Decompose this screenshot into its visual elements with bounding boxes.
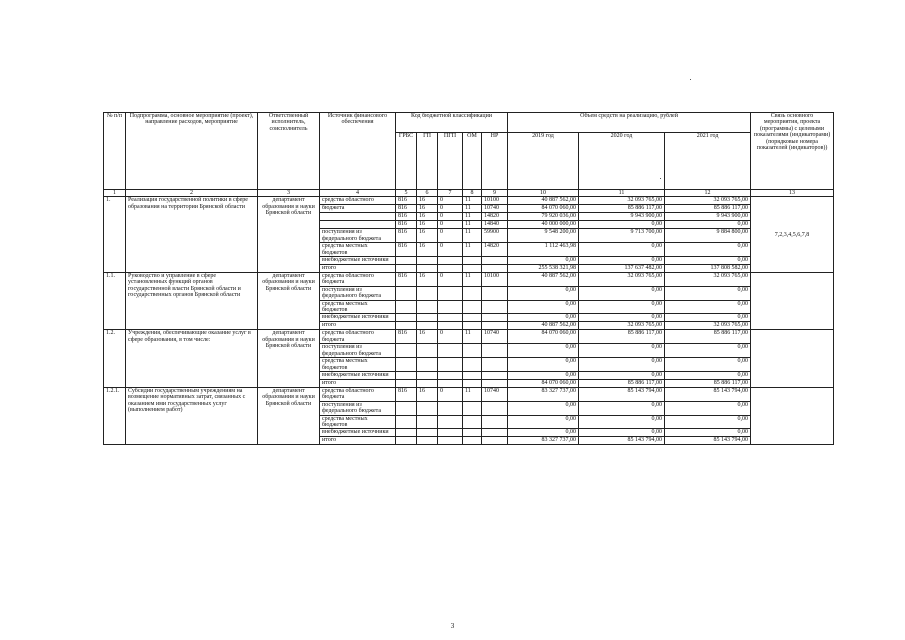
budget-code xyxy=(482,358,508,372)
amount: 0,00 xyxy=(508,401,579,415)
budget-code xyxy=(438,314,463,322)
budget-code xyxy=(463,257,482,265)
amount: 0,00 xyxy=(665,401,751,415)
budget-code: 0 xyxy=(438,197,463,205)
amount: 85 886 117,00 xyxy=(665,205,751,213)
total-amount: 137 637 482,00 xyxy=(579,265,665,273)
amount: 0,00 xyxy=(665,358,751,372)
empty-code xyxy=(396,265,417,273)
header-year-2019: 2019 год xyxy=(508,133,579,190)
budget-code xyxy=(463,286,482,300)
amount: 32 093 765,00 xyxy=(665,273,751,287)
funding-source: внебюджетные источники xyxy=(320,429,396,437)
funding-source: средства местных бюджетов xyxy=(320,415,396,429)
budget-code xyxy=(482,371,508,379)
budget-code: 16 xyxy=(417,243,438,257)
amount: 0,00 xyxy=(508,371,579,379)
column-numbers-row xyxy=(104,190,834,197)
budget-code xyxy=(463,371,482,379)
budget-code: 10740 xyxy=(482,387,508,401)
total-amount: 40 887 562,00 xyxy=(508,322,579,330)
budget-code xyxy=(463,401,482,415)
amount: 0,00 xyxy=(665,243,751,257)
funding-source: бюджета xyxy=(320,205,396,213)
total-amount: 85 886 117,00 xyxy=(579,379,665,387)
total-amount: 137 808 582,00 xyxy=(665,265,751,273)
amount: 0,00 xyxy=(579,429,665,437)
program-title: Учреждения, обеспечивающие оказание услуг в сфере образования, в том числе: xyxy=(126,330,258,387)
budget-code: 10740 xyxy=(482,205,508,213)
amount: 0,00 xyxy=(579,243,665,257)
amount: 85 886 117,00 xyxy=(579,330,665,344)
amount: 0,00 xyxy=(508,314,579,322)
empty-code xyxy=(417,437,438,445)
budget-code: 16 xyxy=(417,273,438,287)
amount: 84 070 060,00 xyxy=(508,330,579,344)
budget-code xyxy=(482,286,508,300)
budget-code: 0 xyxy=(438,229,463,243)
budget-code: 14840 xyxy=(482,221,508,229)
empty-code xyxy=(482,437,508,445)
table-row xyxy=(104,330,834,344)
budget-code xyxy=(396,314,417,322)
column-number: 11 xyxy=(579,190,665,197)
funding-source: средства местных бюджетов xyxy=(320,243,396,257)
budget-code xyxy=(396,286,417,300)
amount: 0,00 xyxy=(579,257,665,265)
budget-code xyxy=(396,401,417,415)
budget-code xyxy=(482,415,508,429)
column-number: 3 xyxy=(258,190,320,197)
budget-code xyxy=(417,371,438,379)
empty-code xyxy=(463,322,482,330)
column-number: 9 xyxy=(482,190,508,197)
amount: 9 943 900,00 xyxy=(579,213,665,221)
amount: 0,00 xyxy=(508,429,579,437)
budget-code: 816 xyxy=(396,387,417,401)
amount: 0,00 xyxy=(508,257,579,265)
column-number: 6 xyxy=(417,190,438,197)
column-number: 2 xyxy=(126,190,258,197)
funding-source xyxy=(320,213,396,221)
amount: 0,00 xyxy=(579,401,665,415)
budget-code xyxy=(438,401,463,415)
amount: 40 887 562,00 xyxy=(508,197,579,205)
empty-code xyxy=(463,437,482,445)
amount: 0,00 xyxy=(508,344,579,358)
budget-code: 0 xyxy=(438,205,463,213)
amount: 79 920 036,00 xyxy=(508,213,579,221)
budget-code xyxy=(396,257,417,265)
budget-code xyxy=(417,300,438,314)
empty-code xyxy=(417,379,438,387)
funding-source: внебюджетные источники xyxy=(320,371,396,379)
header-no: № п/п xyxy=(104,113,126,190)
amount: 0,00 xyxy=(665,314,751,322)
budget-code xyxy=(438,257,463,265)
budget-code xyxy=(463,314,482,322)
amount: 85 143 794,00 xyxy=(579,387,665,401)
budget-code xyxy=(463,415,482,429)
total-amount: 85 143 794,00 xyxy=(579,437,665,445)
budget-code: 16 xyxy=(417,229,438,243)
page-number: 3 xyxy=(450,622,455,630)
amount: 40 887 562,00 xyxy=(508,273,579,287)
empty-code xyxy=(482,265,508,273)
amount: 0,00 xyxy=(508,415,579,429)
amount: 32 093 765,00 xyxy=(579,273,665,287)
header-year-2021: 2021 год xyxy=(665,133,751,190)
funding-source: средства областного бюджета xyxy=(320,387,396,401)
amount: 0,00 xyxy=(508,358,579,372)
budget-code xyxy=(417,429,438,437)
total-label: итого xyxy=(320,322,396,330)
amount: 0,00 xyxy=(579,415,665,429)
budget-code xyxy=(482,401,508,415)
header-pgp: ПГП xyxy=(438,133,463,190)
amount: 0,00 xyxy=(508,300,579,314)
budget-code xyxy=(417,314,438,322)
amount: 0,00 xyxy=(579,221,665,229)
budget-code: 11 xyxy=(463,213,482,221)
budget-code xyxy=(482,429,508,437)
budget-code: 10740 xyxy=(482,330,508,344)
empty-code xyxy=(417,265,438,273)
header-nr: НР xyxy=(482,133,508,190)
amount: 0,00 xyxy=(579,371,665,379)
amount: 1 112 463,98 xyxy=(508,243,579,257)
budget-code xyxy=(438,286,463,300)
budget-code: 11 xyxy=(463,330,482,344)
budget-code: 14820 xyxy=(482,213,508,221)
budget-code xyxy=(417,286,438,300)
empty-code xyxy=(463,379,482,387)
table-row xyxy=(104,387,834,401)
table-body xyxy=(104,190,834,445)
budget-code xyxy=(396,358,417,372)
amount: 0,00 xyxy=(579,300,665,314)
amount: 0,00 xyxy=(665,300,751,314)
budget-code: 816 xyxy=(396,221,417,229)
amount: 32 093 765,00 xyxy=(665,197,751,205)
budget-code xyxy=(482,300,508,314)
budget-code xyxy=(417,401,438,415)
header-link: Связь основного мероприятия, проекта (программы) с целевыми показателями (индикаторами) (порядковые номера показателей (индикаторов)) xyxy=(751,113,834,190)
funding-source: поступления из федерального бюджета xyxy=(320,229,396,243)
empty-code xyxy=(463,265,482,273)
budget-code: 16 xyxy=(417,213,438,221)
amount: 9 884 800,00 xyxy=(665,229,751,243)
amount: 0,00 xyxy=(665,429,751,437)
total-amount: 32 093 765,00 xyxy=(579,322,665,330)
empty-code xyxy=(417,322,438,330)
budget-code: 816 xyxy=(396,213,417,221)
amount: 85 143 794,00 xyxy=(665,387,751,401)
header-om: ОМ xyxy=(463,133,482,190)
amount: 85 886 117,00 xyxy=(665,330,751,344)
budget-code xyxy=(438,358,463,372)
funding-source: внебюджетные источники xyxy=(320,314,396,322)
budget-code xyxy=(396,344,417,358)
amount: 9 943 900,00 xyxy=(665,213,751,221)
header-source: Источник финансового обеспечения xyxy=(320,113,396,190)
program-title: Субсидии государственным учреждениям на возмещение нормативных затрат, связанных с оказанием ими государственных услуг (выполнением работ) xyxy=(126,387,258,444)
table-row xyxy=(104,197,834,205)
budget-code: 10100 xyxy=(482,273,508,287)
funding-source: средства областного бюджета xyxy=(320,273,396,287)
budget-code: 11 xyxy=(463,273,482,287)
indicator-link xyxy=(751,273,834,330)
amount: 0,00 xyxy=(579,314,665,322)
column-number: 8 xyxy=(463,190,482,197)
indicator-link xyxy=(751,330,834,387)
amount: 83 327 737,00 xyxy=(508,387,579,401)
amount: 0,00 xyxy=(579,358,665,372)
budget-code: 16 xyxy=(417,197,438,205)
header-codes: Код бюджетной классификации xyxy=(396,113,508,133)
funding-source: поступления из федерального бюджета xyxy=(320,401,396,415)
amount: 0,00 xyxy=(665,344,751,358)
total-label: итого xyxy=(320,265,396,273)
budget-code xyxy=(417,358,438,372)
amount: 0,00 xyxy=(508,286,579,300)
funding-source: поступления из федерального бюджета xyxy=(320,344,396,358)
column-number: 12 xyxy=(665,190,751,197)
amount: 0,00 xyxy=(579,344,665,358)
row-number: 1.2.1. xyxy=(104,387,126,444)
budget-code xyxy=(438,429,463,437)
row-number: 1.2. xyxy=(104,330,126,387)
budget-code: 0 xyxy=(438,243,463,257)
total-amount: 83 327 737,00 xyxy=(508,437,579,445)
executor: департамент образования и науки Брянской области xyxy=(258,330,320,387)
budget-code xyxy=(463,429,482,437)
column-number: 13 xyxy=(751,190,834,197)
funding-source: средства областного xyxy=(320,197,396,205)
empty-code xyxy=(396,379,417,387)
empty-code xyxy=(482,322,508,330)
funding-source: внебюджетные источники xyxy=(320,257,396,265)
budget-code: 10100 xyxy=(482,197,508,205)
empty-code xyxy=(438,437,463,445)
header-grbs: ГРБС xyxy=(396,133,417,190)
budget-code: 16 xyxy=(417,330,438,344)
budget-code: 816 xyxy=(396,330,417,344)
column-number: 5 xyxy=(396,190,417,197)
header-gp: ГП xyxy=(417,133,438,190)
amount: 9 548 200,00 xyxy=(508,229,579,243)
budget-code: 0 xyxy=(438,273,463,287)
budget-code xyxy=(396,300,417,314)
amount: 0,00 xyxy=(665,221,751,229)
header-executor: Ответственный исполнитель, соисполнитель xyxy=(258,113,320,190)
scan-speck xyxy=(660,178,661,179)
column-number: 10 xyxy=(508,190,579,197)
budget-code xyxy=(396,371,417,379)
budget-code: 816 xyxy=(396,197,417,205)
budget-code xyxy=(417,415,438,429)
empty-code xyxy=(482,379,508,387)
funding-source: средства местных бюджетов xyxy=(320,358,396,372)
amount: 84 070 060,00 xyxy=(508,205,579,213)
amount: 0,00 xyxy=(579,286,665,300)
amount: 40 000 000,00 xyxy=(508,221,579,229)
budget-code xyxy=(438,415,463,429)
indicator-link: 7,2,3,4,5,6,7,8 xyxy=(751,197,834,273)
amount: 0,00 xyxy=(665,415,751,429)
budget-code: 16 xyxy=(417,387,438,401)
amount: 0,00 xyxy=(665,286,751,300)
budget-code: 16 xyxy=(417,221,438,229)
empty-code xyxy=(438,265,463,273)
column-number: 1 xyxy=(104,190,126,197)
row-number: 1.1. xyxy=(104,273,126,330)
funding-source xyxy=(320,221,396,229)
total-amount: 85 886 117,00 xyxy=(665,379,751,387)
amount: 9 713 700,00 xyxy=(579,229,665,243)
total-amount: 255 538 321,98 xyxy=(508,265,579,273)
budget-code xyxy=(417,257,438,265)
budget-code: 0 xyxy=(438,387,463,401)
budget-code xyxy=(482,314,508,322)
total-label: итого xyxy=(320,437,396,445)
budget-code: 0 xyxy=(438,221,463,229)
amount: 85 886 117,00 xyxy=(579,205,665,213)
budget-code xyxy=(438,344,463,358)
total-amount: 84 070 060,00 xyxy=(508,379,579,387)
budget-table xyxy=(103,112,834,445)
budget-code xyxy=(482,257,508,265)
budget-code: 816 xyxy=(396,273,417,287)
budget-code xyxy=(438,371,463,379)
scan-speck xyxy=(690,79,691,80)
amount: 32 093 765,00 xyxy=(579,197,665,205)
indicator-link xyxy=(751,387,834,444)
budget-code: 11 xyxy=(463,205,482,213)
empty-code xyxy=(438,379,463,387)
budget-code: 816 xyxy=(396,229,417,243)
row-number: 1. xyxy=(104,197,126,273)
budget-code: 14820 xyxy=(482,243,508,257)
executor: департамент образования и науки Брянской области xyxy=(258,387,320,444)
executor: департамент образования и науки Брянской области xyxy=(258,197,320,273)
budget-code: 11 xyxy=(463,221,482,229)
budget-code: 816 xyxy=(396,243,417,257)
header-year-2020: 2020 год xyxy=(579,133,665,190)
budget-code: 11 xyxy=(463,229,482,243)
column-number: 7 xyxy=(438,190,463,197)
budget-code: 16 xyxy=(417,205,438,213)
budget-code: 0 xyxy=(438,330,463,344)
budget-code xyxy=(463,300,482,314)
amount: 0,00 xyxy=(665,257,751,265)
budget-code xyxy=(417,344,438,358)
executor: департамент образования и науки Брянской области xyxy=(258,273,320,330)
header-volume: Объем средств на реализацию, рублей xyxy=(508,113,751,133)
budget-code xyxy=(463,358,482,372)
table-row xyxy=(104,273,834,287)
budget-code xyxy=(482,344,508,358)
budget-code xyxy=(396,415,417,429)
budget-code xyxy=(396,429,417,437)
empty-code xyxy=(396,437,417,445)
funding-source: средства местных бюджетов xyxy=(320,300,396,314)
budget-code: 59900 xyxy=(482,229,508,243)
budget-code: 11 xyxy=(463,387,482,401)
funding-source: средства областного бюджета xyxy=(320,330,396,344)
funding-source: поступления из федерального бюджета xyxy=(320,286,396,300)
empty-code xyxy=(396,322,417,330)
program-title: Руководство и управление в сфере установленных функций органов государственной власти Брянской области и государственных органов Брянской области xyxy=(126,273,258,330)
header-program: Подпрограмма, основное мероприятие (проект), направление расходов, мероприятие xyxy=(126,113,258,190)
budget-code xyxy=(438,300,463,314)
total-amount: 32 093 765,00 xyxy=(665,322,751,330)
budget-code xyxy=(463,344,482,358)
amount: 0,00 xyxy=(665,371,751,379)
total-label: итого xyxy=(320,379,396,387)
column-number: 4 xyxy=(320,190,396,197)
empty-code xyxy=(438,322,463,330)
budget-code: 816 xyxy=(396,205,417,213)
total-amount: 85 143 794,00 xyxy=(665,437,751,445)
budget-code: 11 xyxy=(463,197,482,205)
budget-code: 0 xyxy=(438,213,463,221)
budget-code: 11 xyxy=(463,243,482,257)
program-title: Реализация государственной политики в сфере образования на территории Брянской области xyxy=(126,197,258,273)
